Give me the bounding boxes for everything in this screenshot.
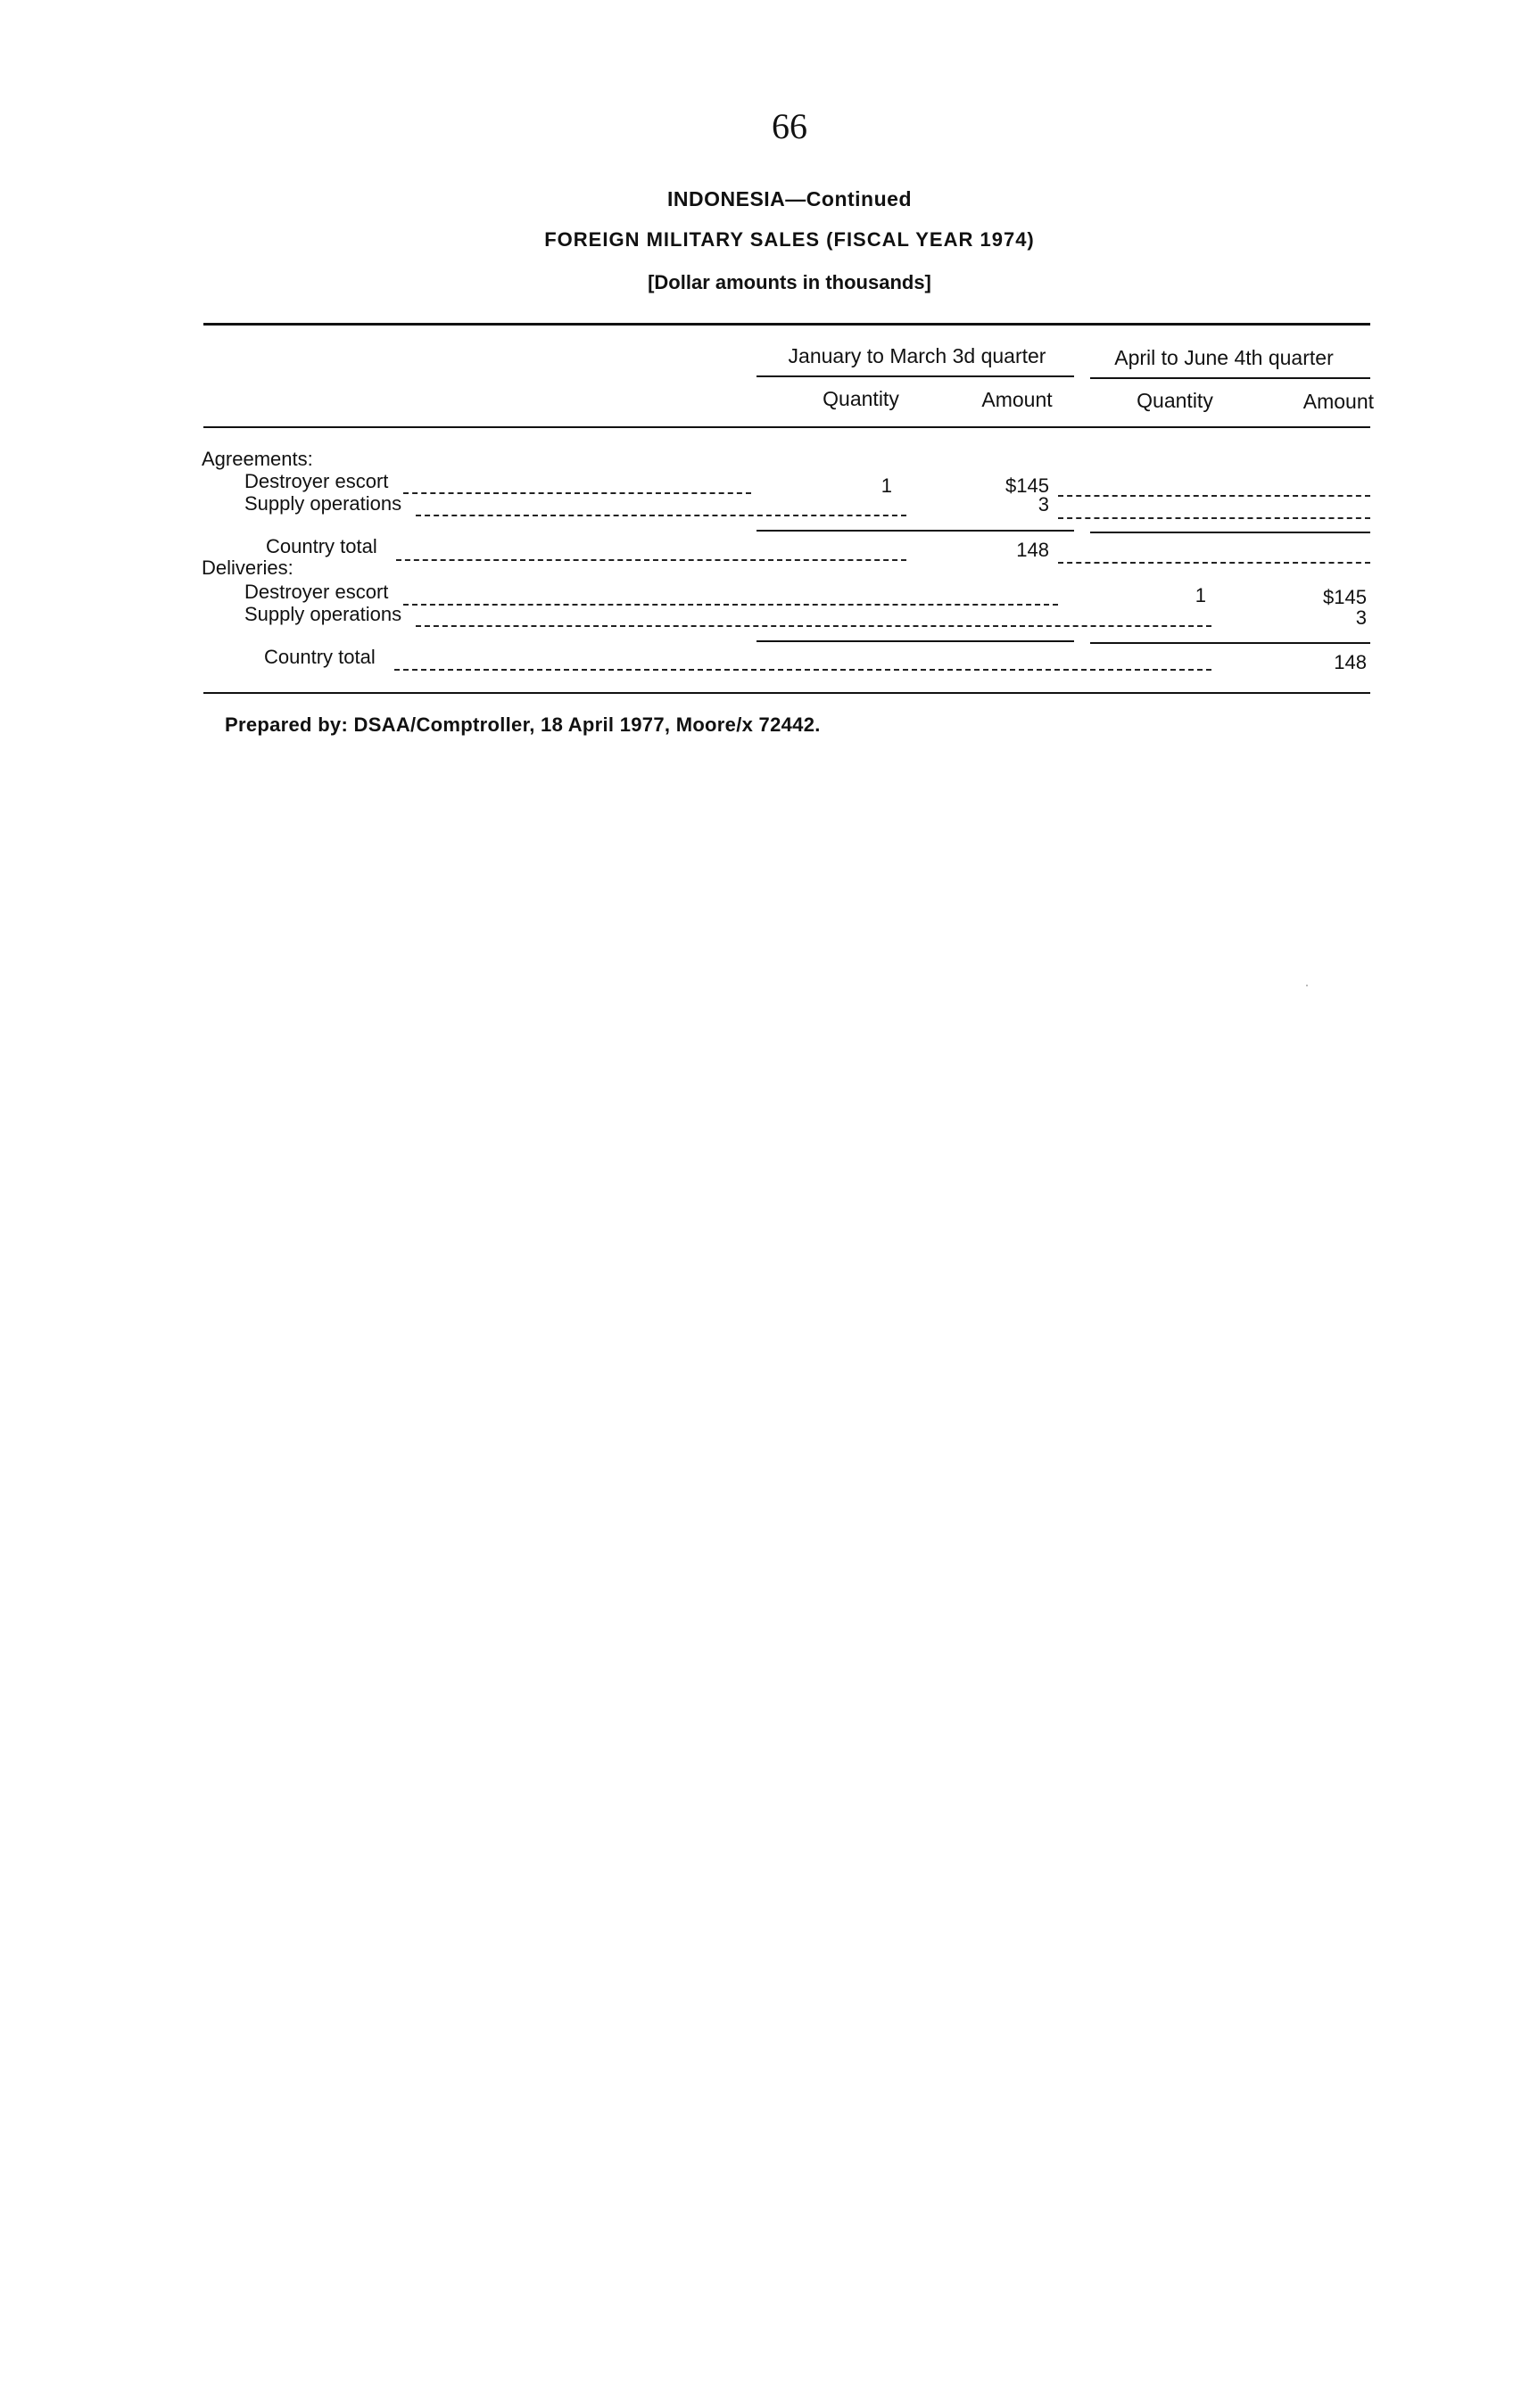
table-title: FOREIGN MILITARY SALES (FISCAL YEAR 1974) xyxy=(544,228,1035,251)
q4-group-rule xyxy=(1090,377,1370,379)
row-label-deliveries-supply-operations: Supply operations xyxy=(244,603,402,625)
q3-group-rule xyxy=(756,375,1074,377)
cell-agreements-supply-q3-amount: 3 xyxy=(1038,493,1049,515)
cell-agreements-total-q3-amount: 148 xyxy=(1016,539,1049,561)
cell-agreements-destroyer-q3-amount: $145 xyxy=(1005,474,1049,497)
row-label-agreements-destroyer-escort: Destroyer escort xyxy=(244,470,389,492)
section-label-agreements: Agreements: xyxy=(202,448,313,470)
q4-total-rule xyxy=(1090,532,1370,533)
cell-deliveries-destroyer-q4-quantity: 1 xyxy=(1195,584,1206,606)
q3-total-rule-deliveries xyxy=(756,640,1074,642)
column-header-q4-quantity: Quantity xyxy=(1137,389,1213,412)
page-number: 66 xyxy=(772,106,807,146)
leader-dots xyxy=(1058,562,1370,564)
header-bottom-rule xyxy=(203,426,1370,428)
q4-total-rule-deliveries xyxy=(1090,642,1370,644)
leader-dots xyxy=(416,625,1211,627)
section-label-deliveries: Deliveries: xyxy=(202,557,294,579)
row-label-deliveries-destroyer-escort: Destroyer escort xyxy=(244,581,389,603)
table-top-rule xyxy=(203,323,1370,326)
column-header-q4-amount: Amount xyxy=(1302,390,1374,413)
leader-dots xyxy=(394,669,1211,671)
leader-dots xyxy=(1058,495,1370,497)
cell-deliveries-total-q4-amount: 148 xyxy=(1334,651,1367,673)
q3-total-rule xyxy=(756,530,1074,532)
leader-dots xyxy=(396,559,906,561)
column-header-q3: January to March 3d quarter xyxy=(788,344,1046,367)
leader-dots xyxy=(403,604,1058,606)
table-bottom-rule xyxy=(203,692,1370,694)
column-header-q3-quantity: Quantity xyxy=(823,387,899,410)
units-note: [Dollar amounts in thousands] xyxy=(648,271,931,293)
column-header-q4: April to June 4th quarter xyxy=(1114,346,1334,369)
cell-agreements-destroyer-q3-quantity: 1 xyxy=(881,474,892,497)
scan-speck xyxy=(1306,985,1308,986)
row-label-agreements-supply-operations: Supply operations xyxy=(244,492,402,515)
leader-dots xyxy=(416,515,906,516)
row-label-deliveries-country-total: Country total xyxy=(264,646,376,668)
column-header-q3-amount: Amount xyxy=(981,388,1053,411)
leader-dots xyxy=(1058,517,1370,519)
cell-deliveries-supply-q4-amount: 3 xyxy=(1355,606,1367,629)
cell-deliveries-destroyer-q4-amount: $145 xyxy=(1323,586,1367,608)
row-label-agreements-country-total: Country total xyxy=(266,535,377,557)
country-heading: INDONESIA—Continued xyxy=(667,187,912,210)
leader-dots xyxy=(403,492,751,494)
prepared-by-note: Prepared by: DSAA/Comptroller, 18 April 1977, Moore/x 72442. xyxy=(225,713,821,736)
